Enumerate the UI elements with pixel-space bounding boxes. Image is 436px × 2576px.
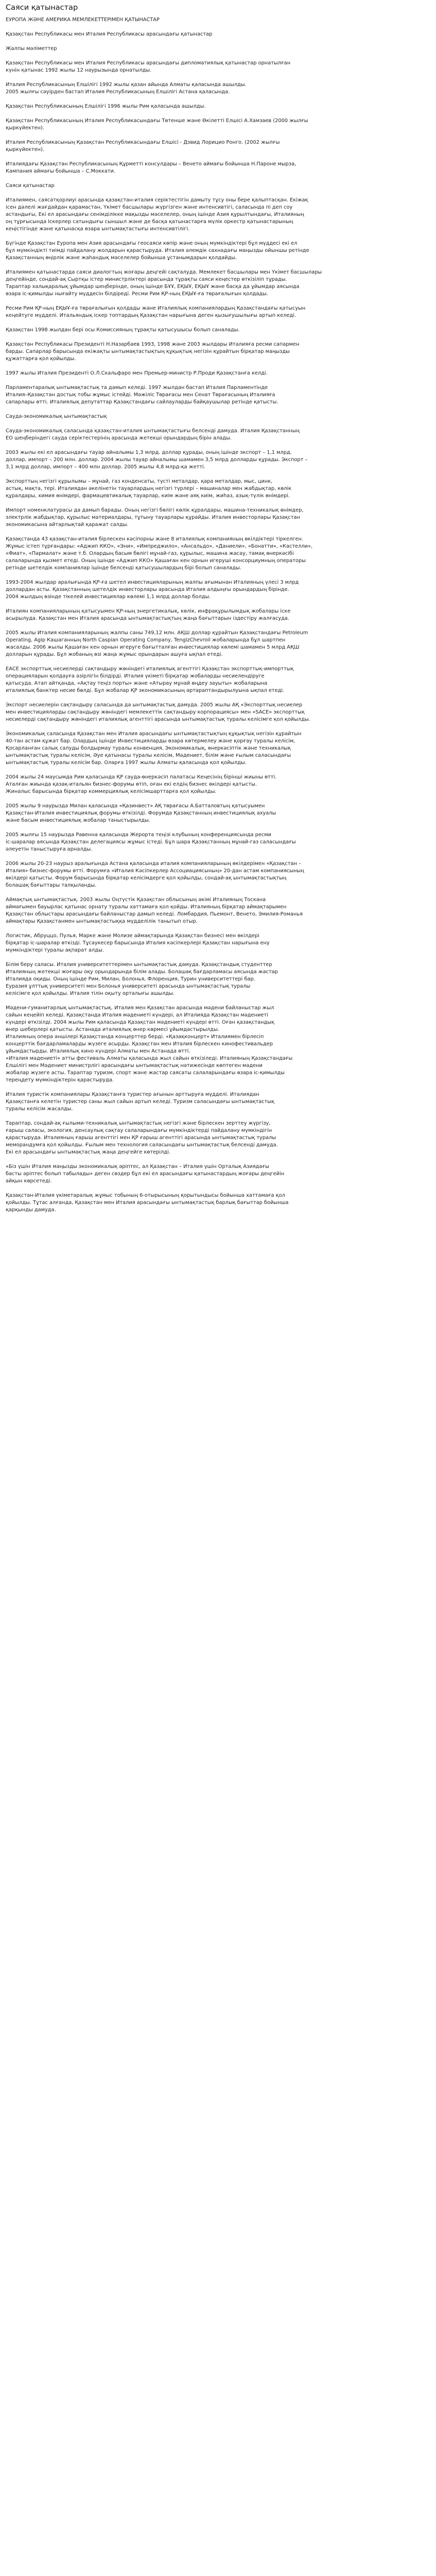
paragraph-line: Аталған жиында қазақ-итальян бизнес-форумы өтіп, оған екі елдің бизнес өкілдері қатысты. — [6, 782, 257, 787]
paragraph — [6, 579, 430, 601]
paragraph-line: Ресми Рим ҚР-ның ЕҚЫҰ-ға төрағалығын қолдады және Италиялық компаниялардың Қазақстандағы қатысуын — [6, 306, 306, 311]
paragraph-line: астық, мақта, тері. Италиядан әкелінетін тауарлардың негізгі түрлері – машиналар мен жабдықтар, көлік — [6, 486, 292, 492]
paragraph-line: ынтымақтастық туралы келісім, Әуе қатынасы туралы келісім, Мәдениет, білім және ғылым саласындағы — [6, 753, 291, 758]
paragraph-line: өнер шеберлері қатысты. Астанада италиялық өнер көрмесі ұйымдастырылды. — [6, 1027, 219, 1032]
paragraph-line: астандығы, Екі ел арасындағы сенімділікке мақызды мәселелер, оның ішінде Азия құрылтындағы, Италияның — [6, 212, 304, 217]
paragraph-line: бірқатар іс-шаралар өткізді. Тұсаукесер барысында Италия кәсіпкерлері Қазақстан нарығына ену — [6, 940, 270, 946]
paragraph-line: сайын кеңейіп келеді. Қазақстанда Италия мәдениеті күндері, ал Италияда Қазақстан мәдениеті — [6, 1012, 268, 1018]
paragraph-line: концерттік бағдарламаларды жүзеге асырды. Қазақстан мен Италия бірлескен кинофестивальдер — [6, 1041, 273, 1047]
paragraph — [6, 428, 430, 442]
paragraph-line: Италияда оқиды. Оның ішінде Рим, Милан, Болонья, Флоренция, Турин университеттері бар. — [6, 976, 255, 982]
article-body — [6, 16, 430, 1214]
paragraph-line: қарастыруда. Италияның ғарыш агенттігі мен ҚР ғарыш агенттігі арасында ынтымақтастық туралы — [6, 1135, 276, 1141]
page — [0, 0, 436, 1231]
paragraph — [6, 896, 430, 925]
section-heading: Саяси қатынастар — [6, 183, 55, 189]
paragraph — [6, 731, 430, 767]
paragraph-line: Аймақтық ынтымақтастық. 2003 жылы Оңтүстік Қазақстан облысының әкімі Италияның Тоскана — [6, 897, 266, 903]
paragraph-line: Парламентаралық ынтымақтастық та дамып келеді. 1997 жылдан бастап Италия Парламентінде — [6, 385, 268, 391]
paragraph-line: Қазақстан Республикасының Италия Республикасындағы Төтенше және Өкілетті Елшісі А.Хамзаев (2000 жылғы — [6, 118, 308, 124]
paragraph-line: 2004 жылдың өзінде тікелей инвестициялар көлемі 1,1 млрд доллар болды. — [6, 594, 211, 600]
paragraph-line: сапарлары өтті. Италиялық депутаттар Қазақстандағы сайлауларды байқаушылар ретінде қатысты. — [6, 399, 278, 405]
paragraph-line: Италиядағы Қазақстан Республикасының Құрметті консулдары – Венето аймағы бойынша Н.Пароне мырза, — [6, 161, 297, 167]
paragraph — [6, 702, 430, 723]
paragraph — [6, 384, 430, 406]
paragraph-line: қарқынды дамуда. — [6, 1207, 56, 1213]
section-heading: Қазақстан Республикасының Елшілігі 1996 жылы Рим қаласында ашылды. — [6, 104, 206, 109]
paragraph — [6, 630, 430, 658]
paragraph — [6, 117, 430, 132]
paragraph-line: болашақ бағыттары талқыланды. — [6, 883, 97, 888]
paragraph — [6, 139, 430, 154]
paragraph-line: Импорт номенклатурасы да дамып барады. Оның негізгі бөлігі көлік құралдары, машина-техникалық өнімдер, — [6, 507, 304, 513]
paragraph-line: құжаттарға қол қойылды. — [6, 356, 76, 362]
paragraph — [6, 774, 430, 795]
paragraph-line: деңгейінде, сондай-ақ Сыртқы істер министрліктері арасында тұрақты саяси кеңестер өткізіліп тұрады. — [6, 277, 287, 282]
section-heading: Сауда-экономикалық ынтымақтастық — [6, 414, 107, 419]
paragraph-line: 3,1 млрд доллар, импорт – 400 млн доллар. 2005 жылы 4,8 млрд-қа жетті. — [6, 464, 205, 470]
paragraph — [6, 341, 430, 363]
paragraph-line: Италияның жетекші жоғары оқу орындарында білім алады. Болашақ бағдарламасы аясында жастар — [6, 969, 278, 975]
paragraph-line: Сауда-экономикалық саласында қазақстан-италия ынтымақтастығы белсенді дамуда. Италия Қазақстанның — [6, 428, 300, 434]
paragraph-line: Білім беру саласы. Италия университеттерімен ынтымақтастық дамуда. Қазақстандық студенттер — [6, 962, 272, 968]
paragraph-line: Логистик, Абруццо, Пулья, Марке және Молизе аймақтарында Қазақстан бизнесі мен өкілдері — [6, 933, 259, 939]
paragraph — [6, 478, 430, 500]
paragraph-line: ғарыш саласы, экология, денсаулық сақтау салаларындағы мүмкіндіктерді пайдалану мүмкіндігін — [6, 1128, 272, 1133]
paragraph-line: күнін қатынас 1992 жылы 12 наурызында орнатылды. — [6, 67, 152, 73]
paragraph-line: «Италия мәдениеті» атты фестиваль Алматы қаласында жыл сайын өткізіледі. Италияның Қазақстандағы — [6, 1056, 293, 1061]
paragraph — [6, 832, 430, 853]
paragraph — [6, 81, 430, 96]
paragraph-line: Қазақстан-Италия үкіметаралық жұмыс тобының 6-отырысының қорытындысы бойынша хаттамаға қол — [6, 1193, 285, 1198]
paragraph-line: Мәдени-гуманитарлық ынтымақтастық. Италия мен Қазақстан арасында мәдени байланыстар жыл — [6, 1005, 274, 1011]
paragraph-line: Қазақстан 1998 жылдан бері осы Комиссияның тұрақты қатысушысы болып саналады. — [6, 327, 240, 333]
paragraph — [6, 608, 430, 622]
paragraph-line: келісімге қол қойылды. Италия тілін оқыту орталығы ашылды. — [6, 991, 175, 996]
paragraph-line: іс-шаралар аясында Қазақстан делегациясы жұмыс істеді. Бұл шара Қазақстанның мұнай-газ саласындағы — [6, 839, 296, 845]
paragraph-line: Италия Республикасының Елшілігі 1992 жылы қазан айында Алматы қаласында ашылды. — [6, 82, 247, 88]
paragraph-line: меморандумға қол қойылды. Ғылым мен технология саласындағы ынтымақтастық белсенді дамуда. — [6, 1142, 278, 1148]
paragraph-line: Жұмыс істеп тұрғандары: «Аджип ККО», «Эни», «Импреджило», «Ансальдо», «Даниели», «Бонатти», «Кастелли», — [6, 544, 313, 549]
paragraph-line: ісен дәлелі жағдайдан қарамастан, Үкімет басшылары жүргізген және интенсивтігі, саласында пі деп соу — [6, 205, 293, 210]
paragraph-line: тереңдету мүмкіндіктерін қарастыруда. — [6, 1077, 114, 1083]
paragraph — [6, 933, 430, 954]
paragraph — [6, 536, 430, 572]
paragraph — [6, 449, 430, 471]
paragraph — [6, 327, 430, 334]
paragraph-line: операцияларын қолдауға әзірлігін білдірді. Италия үкіметі бірқатар жобаларды несиелендіруге — [6, 673, 265, 679]
paragraph-line: 1997 жылы Италия Президенті О.Л.Скальфаро мен Премьер-министр Р.Проди Қазақстанға келді. — [6, 370, 268, 376]
paragraph-line: несиелерді сақтандыру жөніндегі италиялық агенттігі арасында ынтымақтастық туралы келісімге қол қойылды. — [6, 717, 310, 722]
paragraph-line: Қазақстанға келетін туристер саны жыл сайын артып келеді. Туризм саласындағы ынтымақтастық — [6, 1099, 274, 1105]
paragraph — [6, 269, 430, 298]
paragraph-line: Италия Республикасының Қазақстан Республикасындағы Елшісі - Дэвид Лорицио Ронго. (2002 жылғы — [6, 140, 280, 145]
paragraph-line: Еуразия ұлттық университеті мен Болонья университеті арасында ынтымақтастық туралы — [6, 984, 251, 989]
section-heading: ЕУРОПА ЖӘНЕ АМЕРИКА МЕМЛЕКЕТТЕРІМЕН ҚАТЫНАСТАР — [6, 17, 160, 23]
paragraph — [6, 961, 430, 997]
paragraph-line: өзара іс-қимылды нығайту мүддесін білдіреді. Ресми Рим ҚР-ның ЕҚЫҰ-ға төрағалығын қолдады. — [6, 291, 268, 297]
paragraph-line: Италияның опера әншілері Қазақстанда концерттер берді. «Қазақконцерт» Италиямен бірлесіп — [6, 1034, 264, 1040]
paragraph-line: ұйымдастырды. Италиялық кино күндері Алматы мен Астанада өтті. — [6, 1048, 190, 1054]
paragraph-line: Экспорттың негізгі құрылымы – мұнай, газ конденсаты, түсті металдар, қара металдар, мыс, цинк, — [6, 479, 273, 484]
paragraph — [6, 240, 430, 262]
paragraph-line: Бүгінде Қазақстан Еуропа мен Азия арасындағы геосаяси көпір және оның мүмкіндіктері бұл мүддесі екі ел — [6, 241, 298, 246]
paragraph — [6, 507, 430, 529]
paragraph-line: қыркүйектен). — [6, 147, 44, 152]
paragraph-line: өкілдері қатысты. Форум барысында бірқатар келісімдерге қол қойылды, сондай-ақ ынтымақтастықтың — [6, 875, 287, 881]
paragraph-line: ЕАСЕ экспорттық несиелерді сақтандыру жөніндегі италиялық агенттігі Қазақстан экспорттық-импорттық — [6, 666, 294, 672]
paragraph — [6, 197, 430, 233]
paragraph-line: Operating, Agip Кашаганның North Caspian Operating Company, TengizChevroil жобаларында бұл шартпен — [6, 637, 286, 643]
paragraph-line: Тараптар, сондай-ақ ғылыми-техникалық ынтымақтастық негізгі және бірлескен зерттеу жүргізу, — [6, 1121, 271, 1126]
paragraph-line: Экспорт несиелерін сақтандыру саласында да ынтымақтастық дамуда. 2005 жылы АҚ «Экспорттық несиелер — [6, 702, 303, 708]
paragraph-line: Италия туристік компаниялары Қазақстанға туристер ағынын арттыруға мүдделі. Италиядан — [6, 1092, 259, 1097]
paragraph-line: Жиналыс барысында бірқатар коммерциялық келісімшарттарға қол қойылды. — [6, 789, 217, 794]
paragraph — [6, 1163, 430, 1185]
section-heading: Жалпы мәліметтер — [6, 46, 57, 52]
paragraph-line: ЕО шеңберіндегі сауда серіктестерінің арасында жетекші орындардың бірін алады. — [6, 435, 232, 441]
paragraph-line: доллардан асты. Қазақстанның шетелдік инвесторлары арасында Италия алдыңғы орындардың бірінде. — [6, 587, 289, 592]
paragraph — [6, 1091, 430, 1113]
paragraph — [6, 161, 430, 175]
paragraph-line: 40-тан астам құжат бар. Олардың ішінде Инвестицияларды өзара көтермелеу және қорғау туралы келісім, — [6, 738, 295, 744]
paragraph-line: Қазақстанда 43 қазақстан-италия бірлескен кәсіпорны және 8 италиялық компанияның өкілдіктері тіркелген. — [6, 536, 304, 542]
paragraph-line: 2003 жылы екі ел арасындағы тауар айналымы 1,3 млрд. доллар құрады, оның ішінде экспорт – 1,1 млрд. — [6, 450, 292, 455]
paragraph — [6, 1005, 430, 1084]
paragraph-line: мүмкіндіктері туралы ақпарат алды. — [6, 947, 104, 953]
paragraph-line: қыркүйектен). — [6, 125, 44, 131]
paragraph — [6, 1120, 430, 1156]
paragraph-line: Италия» бизнес-форумы өтті. Форумға «Италия Кәсіпкерлер Ассоциациясының» 20-дан астам компаниясының — [6, 868, 304, 874]
paragraph — [6, 370, 430, 377]
paragraph-line: 2005 жылы Италия компанияларының жалпы саны 749,12 млн. АҚШ доллар құрайтын Қазақстандағы Petroleum — [6, 630, 308, 636]
paragraph-line: кеңейтуге мүдделі. Итальяндық іскер топтардың Қазақстан нарығына деген қызығушылығы артып келеді. — [6, 313, 297, 318]
paragraph-line: күндері өткізілді. 2004 жылы Рим қаласында Қазақстан мәдениеті күндері өтті. Оған қазақстандық — [6, 1020, 274, 1025]
paragraph-line: барды. Сапарлар барысында екіжақты ынтымақтастықтың құқықтық негізін құрайтын бірқатар маңызды — [6, 349, 290, 354]
paragraph-line: Кампания аймағы бойынша – С.Моккати. — [6, 168, 116, 174]
paragraph-line: мен инвестицияларды сақтандыру жөніндегі мемлекеттік сақтандыру корпорациясы» мен «SACE» экспорттық — [6, 709, 305, 715]
paragraph-line: «Біз үшін Италия маңызды экономикалық әріптес, ал Қазақстан – Италия үшін Орталық Азиядағы — [6, 1164, 269, 1170]
paragraph-line: 2006 жылы 20-23 наурыз аралығында Астана қаласында италия компанияларының өкілдерімен «Қазақстан – — [6, 861, 301, 867]
paragraph-line: басты әріптес болып табылады» деген сөздер бұл екі ел арасындағы қатынастардың жоғары деңгейін — [6, 1171, 285, 1177]
paragraph-line: Италиямен қатынастарда саяси диалогтың жоғары деңгейі сақталуда. Мемлекет басшылары мен Үкімет басшылары — [6, 269, 322, 275]
paragraph-line: Италиямен, саясатқорлиуі арасында қазақстан-италия серіктестігін дамыту тұсу оны бере қалыптасқан. Екіжақ — [6, 197, 308, 203]
paragraph-line: құралдары, химия өнімдері, фармацевтикалық тауарлар, киім және аяқ киім, жиһаз, азық-түлік өнімдері. — [6, 493, 290, 499]
paragraph-line: жасалды. 2006 жылы Қашаған кен орнын игеруге бағытталған инвестициялар көлемі шамамен 5 млрд АҚШ — [6, 645, 300, 650]
paragraph — [6, 60, 430, 74]
paragraph-line: Қазақстан облыстары арасындағы байланыстар дамып келеді. Ломбардия, Пьемонт, Венето, Эмилия-Романья — [6, 911, 303, 917]
paragraph-line: экономикасына айтарлықтай қаражат салды. — [6, 522, 129, 528]
paragraph-line: Қазақстан-Италия инвестициялық форумы өткізілді. Форумда Қазақстанның инвестициялық ахуалы — [6, 810, 276, 816]
paragraph-line: электрлік жабдықтар, құрылыс материалдары, тұтыну тауарлары құрайды. Италия инвесторлары Қазақстан — [6, 515, 300, 520]
paragraph-line: кеңістігінде және қатынасқа өзара ынтымақтастығы интенсивтілігі. — [6, 226, 190, 232]
paragraph-line: «Фиат», «Пармалат» және т.б. Олардың басым бөлігі мұнай-газ, құрылыс, машина жасау, тамақ өнеркәсібі — [6, 551, 294, 556]
paragraph-line: ынтымақтастық туралы келісім бар. Оларға 1997 жылы Алматы қаласында қол қойылды. — [6, 760, 247, 766]
paragraph-line: бұл мүмкіндікті тиімді пайдалану жолдарын қарастыруда. Италия әлемдік сахнадағы маңызды ойыншы ретінде — [6, 248, 309, 253]
paragraph-line: Қазақстанның өңірлік және жаһандық мәселелер бойынша ұстанымдарын қолдайды. — [6, 255, 237, 261]
paragraph-line: Елшілігі мен Мәдениет министрлігі арасындағы ынтымақтастық нәтижесінде көптеген мәдени — [6, 1063, 263, 1069]
paragraph — [6, 860, 430, 889]
paragraph-line: 2005 жылы 9 наурызда Милан қаласында «Қазинвест» АҚ төрағасы А.Батталовтың қатысуымен — [6, 803, 265, 809]
paragraph-line: Екі ел арасындағы ынтымақтастық жаңа деңгейге көтерілді. — [6, 1149, 170, 1155]
paragraph-line: 2004 жылы 24 маусымда Рим қаласында ҚР сауда-өнеркәсіп палатасы Кеңесінің бірінші жиыны өтті. — [6, 774, 277, 780]
paragraph-line: Италиян компанияларының қатысуымен ҚР-ның энергетикалық, көлік, инфрақұрылымдық жобалары іске — [6, 608, 291, 614]
paragraph-line: 2005 жылғы сәуірден бастап Италия Республикасының Елшілігі Астана қаласында. — [6, 89, 230, 95]
paragraph-line: 1993-2004 жылдар аралығында ҚР-ға шетел инвестицияларының жалпы ағымынан Италияның үлесі 3 млрд — [6, 580, 299, 585]
paragraph-line: италиялық банктер несие бөлді. Бұл жобалар ҚР экономикасының әртараптандырылуына ықпал етеді. — [6, 688, 285, 693]
paragraph-line: қатысуда. Атап айтқанда, «Ақтау теңіз порты» және «Атырау мұнай өңдеу зауыты» жобаларына — [6, 681, 268, 686]
paragraph-line: Экономикалық саласында Қазақстан мен Италия арасындағы ынтымақтастықтың құқықтық негізін құрайтын — [6, 731, 302, 737]
paragraph-line: 2005 жылғы 15 наурызда Равенна қаласында Жерорта теңізі клубының конференциясында ресми — [6, 832, 271, 838]
paragraph-line: туралы келісім жасалды. — [6, 1106, 73, 1112]
paragraph-line: Тараптар халықаралық ұйымдар шеңберінде, оның ішінде БҰҰ, ЕҚЫҰ, ЕҚЫҰ және басқа да ұйымдар аясында — [6, 284, 300, 290]
paragraph-line: айқын көрсетеді. — [6, 1178, 52, 1184]
paragraph-line: Қосарланған салық салуды болдырмау туралы конвенция, Экономикалық, өнеркәсіптік және техникалық — [6, 745, 291, 751]
paragraph-line: оң тұрғысында Іскерлер сатындығы сыншыл және де басқа қатынастарға мүлік оркестр қатынастарының — [6, 219, 293, 225]
paragraph-line: аймақтары Қазақстанмен ынтымақтастыққа мүдделілік танытып отыр. — [6, 919, 198, 924]
paragraph-line: аймағымен бауырлас қатынас орнату туралы хаттамаға қол қойды. Италияның бірқатар аймақтарымен — [6, 904, 287, 910]
paragraph — [6, 803, 430, 824]
paragraph-line: жобалар жүзеге асты. Тараптар туризм, спорт және жастар саясаты салаларындағы өзара іс-қимылды — [6, 1070, 285, 1076]
paragraph-line: әлеуетін таныстыруға арналды. — [6, 846, 93, 852]
paragraph-line: қойылды. Тұтас алғанда, Қазақстан мен Италия арасындағы ынтымақтастық барлық бағыттар бойынша — [6, 1200, 289, 1206]
paragraph-line: салаларында қызмет етеді. Оның ішінде «Аджип ККО» Қашаған кен орнын игеруші консорциумның операторы — [6, 558, 306, 564]
paragraph-line: долларын құрады. Бұл жобаның өзі жаңа жұмыс орындарын ашуға ықпал етеді. — [6, 652, 223, 657]
paragraph — [6, 666, 430, 694]
paragraph-line: доллар, импорт – 200 млн. доллар. 2004 жылы тауар айналымы шамамен 3,5 млрд долларды құрады. Экспорт – — [6, 457, 308, 463]
paragraph-line: және басым инвестициялық жобалар таныстырылды. — [6, 818, 151, 823]
paragraph-line: ретінде шетелдік компаниялар ішінде белсенді қатысушылардың бірі болып саналады. — [6, 565, 241, 571]
paragraph-line: Қазақстан Республикасы Президенті Н.Назарбаев 1993, 1998 және 2003 жылдары Италияға ресми сапармен — [6, 342, 300, 347]
page-title: Саяси қатынастар — [6, 4, 78, 12]
paragraph-line: Қазақстан Республикасы мен Италия Республикасы арасындағы дипломатиялық қатынастар орнатылған — [6, 60, 291, 66]
paragraph-line: асырылуда. Қазақстан мен Италия арасында ынтымақтастықтың жаңа бағыттарын іздестіру жалғасуда. — [6, 616, 289, 621]
paragraph-line: Италия–Қазақстан достық тобы жұмыс істейді. Мәжіліс Төрағасы мен Сенат Төрағасының Италияға — [6, 392, 275, 398]
paragraph — [6, 305, 430, 319]
paragraph — [6, 1192, 430, 1214]
section-heading: Қазақстан Республикасы мен Италия Республикасы арасындағы қатынастар — [6, 31, 213, 37]
